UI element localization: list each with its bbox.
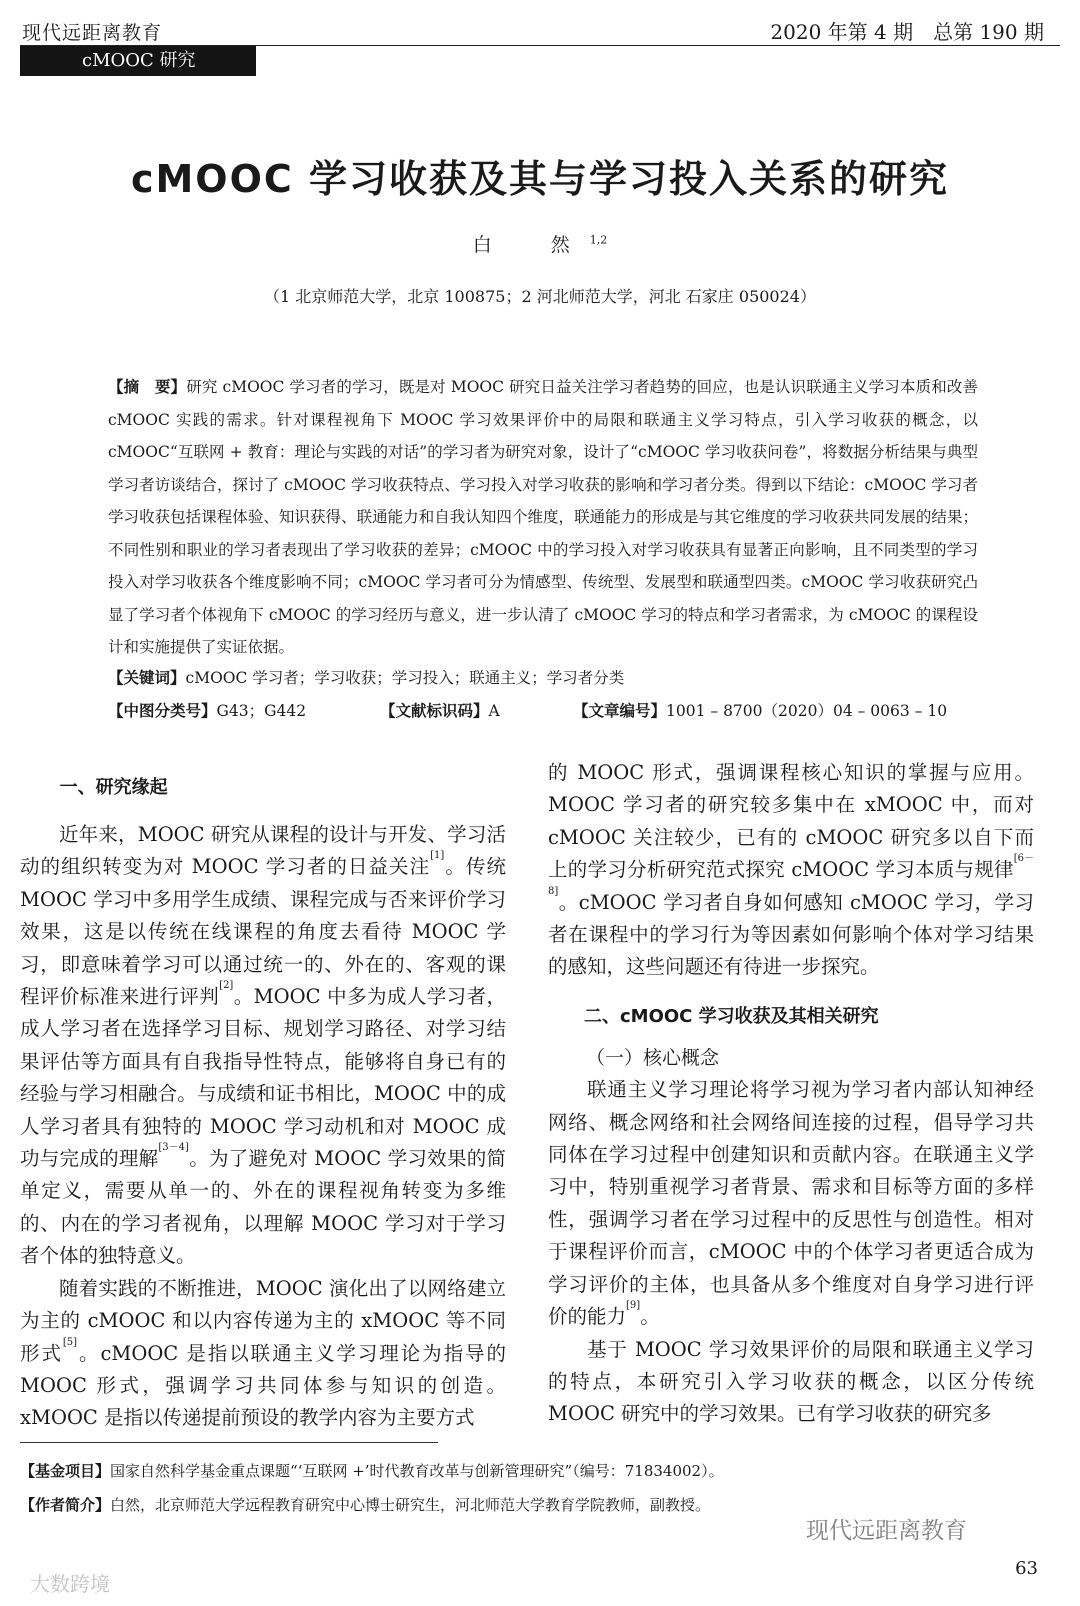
article-title: cMOOC 学习收获及其与学习投入关系的研究 [130, 157, 950, 201]
bio-label: 【作者简介】 [20, 1496, 111, 1514]
doc-code-text: A [488, 702, 500, 720]
citation: [3－4] [158, 1142, 189, 1154]
text-run: 。为了避免对 MOOC 学习效果的简单定义，需要从单一的、外在的课程视角转变为多维的、内在的学习者视角，以理解 MOOC 学习对于学习者个体的独特意义。 [20, 1147, 506, 1268]
classification-label: 【中图分类号】 [108, 702, 217, 720]
article-number [573, 699, 947, 721]
paragraph: 基于 MOOC 学习效果评价的局限和联通主义学习的特点，本研究引入学习收获的概念，以区分传统 MOOC 研究中的学习效果。已有学习收获的研究多 [548, 1337, 1034, 1426]
author-bio [20, 1494, 710, 1515]
classification-text: G43；G442 [216, 702, 307, 720]
citation: [6－8] [548, 853, 1034, 897]
fund-text: 国家自然科学基金重点课题“‘互联网 +’时代教育改革与创新管理研究”（编号：71834002）。 [110, 1462, 724, 1480]
subsection-heading: （一）核心概念 [586, 1046, 720, 1069]
classification [108, 699, 306, 721]
paragraph [548, 1074, 1034, 1333]
text-run: 。MOOC 中多为成人学习者，成人学习者在选择学习目标、规划学习路径、对学习结果评估等方面具有自我指导性特点，能够将自身已有的经验与学习相融合。与成绩和证书相比，MOOC 中的成人学习者具有独特的 MOOC 学习动机和对 MOOC 成功与完成的理解 [20, 985, 506, 1171]
wechat-icon [790, 1512, 804, 1538]
fund-label: 【基金项目】 [20, 1462, 111, 1480]
section-heading-1: 一、研究缘起 [59, 777, 168, 798]
paragraph [20, 1273, 506, 1435]
keywords-text: cMOOC 学习者；学习收获；学习投入；联通主义；学习者分类 [185, 669, 625, 687]
keywords-label: 【关键词】 [108, 669, 186, 687]
watermark-source: 大数跨境 [30, 1572, 110, 1596]
text-run: 近年来，MOOC 研究从课程的设计与开发、学习活动的组织转变为对 MOOC 学习者的日益关注 [20, 823, 506, 879]
citation: [1] [430, 850, 445, 862]
abstract [108, 371, 978, 664]
keywords [108, 666, 624, 688]
body-right-column [548, 757, 1034, 1431]
doc-code-label: 【文献标识码】 [380, 702, 489, 720]
author-name: 白 然 [472, 234, 590, 256]
abstract-label: 【摘 要】 [108, 378, 187, 396]
paragraph [20, 819, 506, 1273]
citation: [9] [626, 1300, 641, 1312]
citation: [5] [62, 1336, 78, 1348]
text-run: 。传统 MOOC 学习中多用学生成绩、课程完成与否来评价学习效果，这是以传统在线课程的角度去看待 MOOC 学习，即意味着学习可以通过统一的、外在的、客观的课程评价标准来进行评判 [20, 855, 506, 1009]
paragraph [548, 757, 1034, 984]
watermark-account: 现代远距离教育 [806, 1518, 967, 1544]
bio-text: 白然，北京师范大学远程教育研究中心博士研究生，河北师范大学教育学院教师，副教授。 [110, 1496, 711, 1514]
article-number-text: 1001 – 8700（2020）04 – 0063 – 10 [666, 702, 948, 720]
section-tag: cMOOC 研究 [20, 46, 256, 76]
text-run: 。cMOOC 学习者自身如何感知 cMOOC 学习，学习者在课程中的学习行为等因素如何影响个体对学习结果的感知，这些问题还有待进一步探究。 [548, 890, 1034, 979]
body-left-column [20, 773, 506, 1435]
fund-note [20, 1460, 724, 1481]
text-run: 。 [640, 1305, 660, 1329]
text-run: 。cMOOC 是指以联通主义学习理论为指导的 MOOC 形式，强调学习共同体参与知识的创造。xMOOC 是指以传递提前预设的教学内容为主要方式 [20, 1341, 506, 1430]
footnote-rule [20, 1442, 438, 1443]
text-run: 随着实践的不断推进，MOOC 演化出了以网络建立为主的 cMOOC 和以内容传递为主的 xMOOC 等不同形式 [20, 1276, 506, 1365]
article-number-label: 【文章编号】 [573, 702, 667, 720]
issue-info: 2020 年第 4 期 总第 190 期 [770, 20, 1044, 44]
doc-code [380, 699, 500, 721]
section-heading-2: 二、cMOOC 学习收获及其相关研究 [584, 1005, 879, 1027]
author [0, 230, 1080, 257]
author-affil-sup: 1,2 [589, 233, 608, 247]
abstract-text: 研究 cMOOC 学习者的学习，既是对 MOOC 研究日益关注学习者趋势的回应，也是认识联通主义学习本质和改善 cMOOC 实践的需求。针对课程视角下 MOOC 学习效果评价中的局限和联通主义学习特点，引入学习收获的概念，以 cMOOC“互联网 + 教育：理论与实践的对话”的学习者为研究对象，设计了“cMOOC 学习收获问卷”，将数据分析结果与典型学习者访谈结合，探讨了 cMOOC 学习收获特点、学习投入对学习收获的影响和学习者分类。得到以下结论：cMOOC 学习者学习收获包括课程体验、知识获得、联通能力和自我认知四个维度，联通能力的形成是与其它维度的学习收获共同发展的结果；不同性别和职业的学习者表现出了学习收获的差异；cMOOC 中的学习投入对学习收获具有显著正向影响，且不同类型的学习投入对学习收获各个维度影响不同；cMOOC 学习者可分为情感型、传统型、发展型和联通型四类。cMOOC 学习收获研究凸显了学习者个体视角下 cMOOC 的学习经历与意义，进一步认清了 cMOOC 学习的特点和学习者需求，为 cMOOC 的课程设计和实施提供了实证依据。 [108, 378, 978, 656]
affiliation: （1 北京师范大学，北京 100875；2 河北师范大学，河北 石家庄 050024） [264, 287, 816, 306]
page-number: 63 [1015, 1558, 1038, 1579]
text-run: 的 MOOC 形式，强调课程核心知识的掌握与应用。MOOC 学习者的研究较多集中在 xMOOC 中，而对 cMOOC 关注较少，已有的 cMOOC 研究多以自下而上的学习分析研究范式探究 cMOOC 学习本质与规律 [548, 761, 1034, 882]
citation: [2] [219, 980, 234, 992]
journal-name: 现代远距离教育 [22, 22, 163, 44]
text-run: 联通主义学习理论将学习视为学习者内部认知神经网络、概念网络和社会网络间连接的过程，倡导学习共同体在学习过程中创建知识和贡献内容。在联通主义学习中，特别重视学习者背景、需求和目标等方面的多样性，强调学习者在学习过程中的反思性与创造性。相对于课程评价而言，cMOOC 中的个体学习者更适合成为学习评价的主体，也具备从多个维度对自身学习进行评价的能力 [548, 1078, 1034, 1329]
